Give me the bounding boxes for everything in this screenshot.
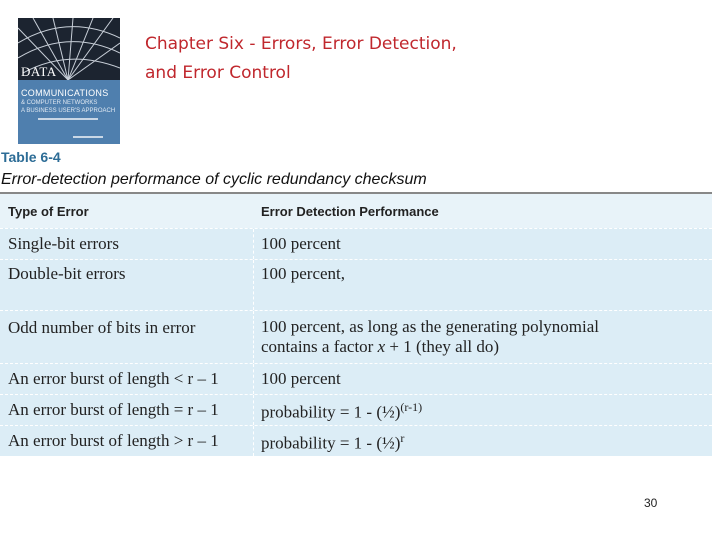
cover-title-line2: COMMUNICATIONS (21, 88, 109, 98)
exponent: r (400, 431, 405, 446)
table-row (0, 228, 712, 259)
slide-title-line1: Chapter Six - Errors, Error Detection, (145, 34, 457, 54)
error-type-cell: Odd number of bits in error (8, 318, 196, 337)
column-header-type: Type of Error (8, 203, 89, 219)
table-caption-text: Error-detection performance of cyclic redundancy checksum (1, 171, 427, 188)
performance-line: contains a factor x + 1 (they all do) (261, 337, 500, 356)
book-cover (18, 18, 120, 144)
table-row (0, 425, 712, 456)
error-type-cell: An error burst of length > r – 1 (8, 431, 219, 450)
table-row (0, 310, 712, 363)
cover-divider (73, 136, 103, 138)
table-row (0, 363, 712, 394)
performance-cell: 100 percent (261, 369, 341, 388)
error-type-cell: An error burst of length < r – 1 (8, 369, 219, 388)
performance-cell: 100 percent (261, 234, 341, 253)
cover-subtitle: A BUSINESS USER'S APPROACH (21, 108, 116, 114)
crc-performance-table (0, 192, 712, 456)
performance-line: 100 percent, as long as the generating polynomial (261, 317, 600, 336)
error-type-cell: Double-bit errors (8, 264, 126, 283)
error-type-cell: Single-bit errors (8, 234, 119, 253)
cover-subtitle-line: & COMPUTER NETWORKS (21, 100, 98, 106)
table-caption-label: Table 6-4 (1, 149, 61, 165)
table-row (0, 394, 712, 425)
error-type-cell: An error burst of length = r – 1 (8, 400, 219, 419)
slide-title-line2: and Error Control (145, 63, 291, 83)
column-header-performance: Error Detection Performance (261, 203, 439, 219)
performance-cell (253, 317, 712, 357)
cover-title: DATA (21, 64, 57, 79)
exponent: (r-1) (400, 400, 423, 415)
table-header-row (0, 194, 712, 228)
table-row (0, 259, 712, 310)
performance-cell: probability = 1 - (½)$^{(r-1)}$ (261, 400, 423, 422)
performance-cell: probability = 1 - (½)$^r$ (261, 431, 405, 453)
cover-divider (38, 118, 98, 120)
slide-title (145, 30, 565, 88)
page-number: 30 (644, 496, 658, 510)
performance-cell: 100 percent, (261, 264, 346, 283)
